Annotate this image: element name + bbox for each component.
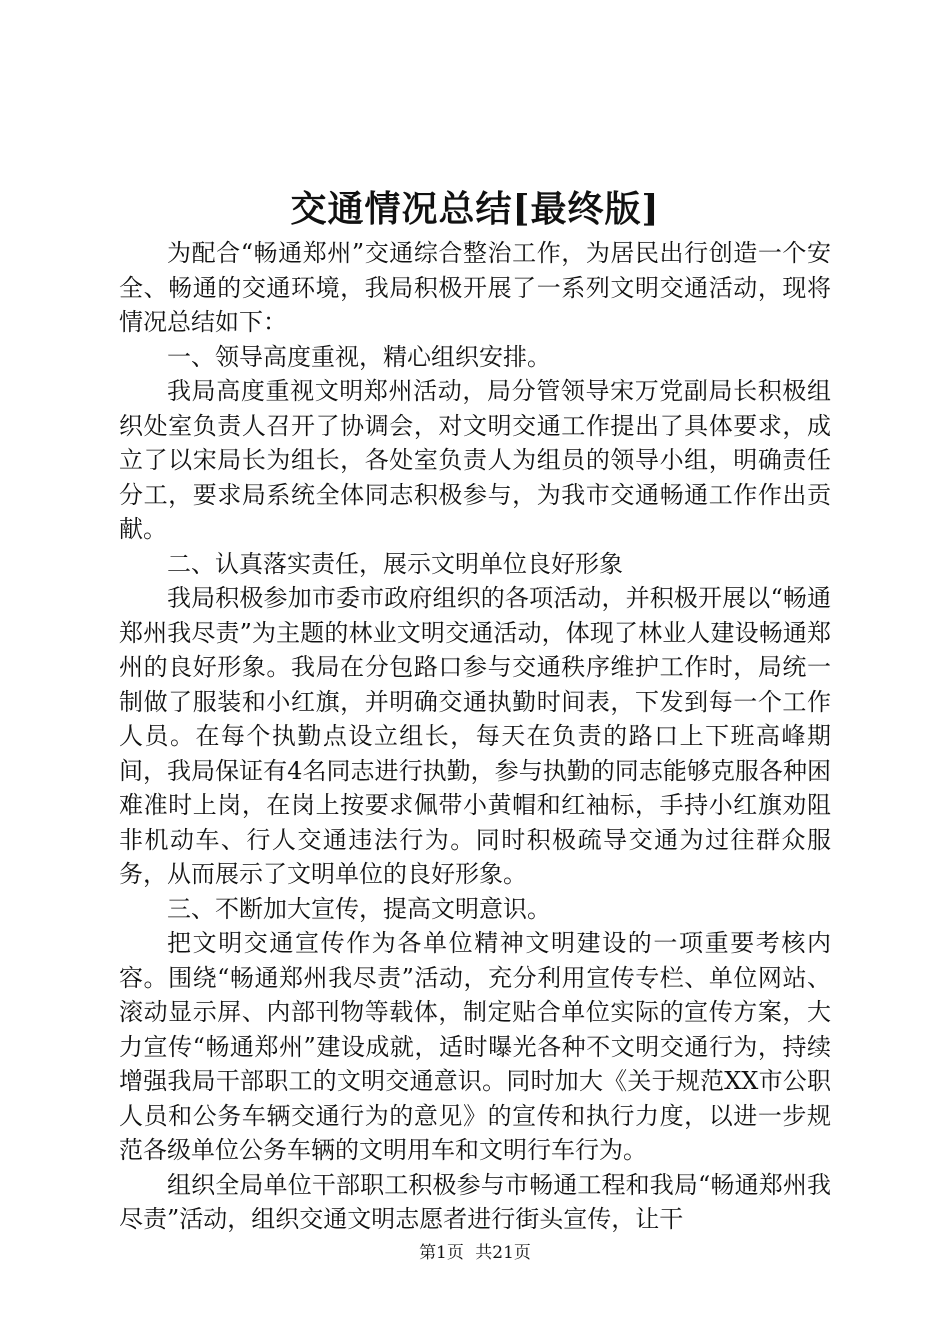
section-heading-3: 三、不断加大宣传，提高文明意识。 — [167, 894, 551, 923]
paragraph: 组织全局单位干部职工积极参与市畅通工程和我局“畅通郑州我尽责”活动，组织交通文明志愿者进行街头宣传，让干 — [119, 1170, 831, 1233]
page-number-current: 第1页 — [419, 1243, 464, 1263]
page-number-total: 共21页 — [475, 1243, 531, 1263]
section-heading-1: 一、领导高度重视，精心组织安排。 — [167, 342, 551, 371]
section-heading-2: 二、认真落实责任，展示文明单位良好形象 — [167, 549, 623, 578]
paragraph: 我局高度重视文明郑州活动，局分管领导宋万党副局长积极组织处室负责人召开了协调会，对文明交通工作提出了具体要求，成立了以宋局长为组长，各处室负责人为组员的领导小组，明确责任分工，要求局系统全体同志积极参与，为我市交通畅通工作作出贡献。 — [119, 377, 831, 543]
document-title: 交通情况总结[最终版] — [290, 188, 660, 230]
paragraph: 我局积极参加市委市政府组织的各项活动，并积极开展以“畅通郑州我尽责”为主题的林业文明交通活动，体现了林业人建设畅通郑州的良好形象。我局在分包路口参与交通秩序维护工作时，局统一制做了服装和小红旗，并明确交通执勤时间表，下发到每一个工作人员。在每个执勤点设立组长，每天在负责的路口上下班高峰期间，我局保证有4名同志进行执勤，参与执勤的同志能够克服各种困难准时上岗，在岗上按要求佩带小黄帽和红袖标，手持小红旗劝阻非机动车、行人交通违法行为。同时积极疏导交通为过往群众服务，从而展示了文明单位的良好形象。 — [119, 584, 831, 888]
document-body — [119, 236, 831, 1237]
paragraph: 把文明交通宣传作为各单位精神文明建设的一项重要考核内容。围绕“畅通郑州我尽责”活动，充分利用宣传专栏、单位网站、滚动显示屏、内部刊物等载体，制定贴合单位实际的宣传方案，大力宣传“畅通郑州”建设成就，适时曝光各种不文明交通行为，持续增强我局干部职工的文明交通意识。同时加大《关于规范XX市公职人员和公务车辆交通行为的意见》的宣传和执行力度，以进一步规范各级单位公务车辆的文明用车和文明行车行为。 — [119, 929, 831, 1164]
paragraph-intro: 为配合“畅通郑州”交通综合整治工作，为居民出行创造一个安全、畅通的交通环境，我局积极开展了一系列文明交通活动，现将情况总结如下： — [119, 239, 831, 336]
page-footer — [0, 1241, 950, 1265]
